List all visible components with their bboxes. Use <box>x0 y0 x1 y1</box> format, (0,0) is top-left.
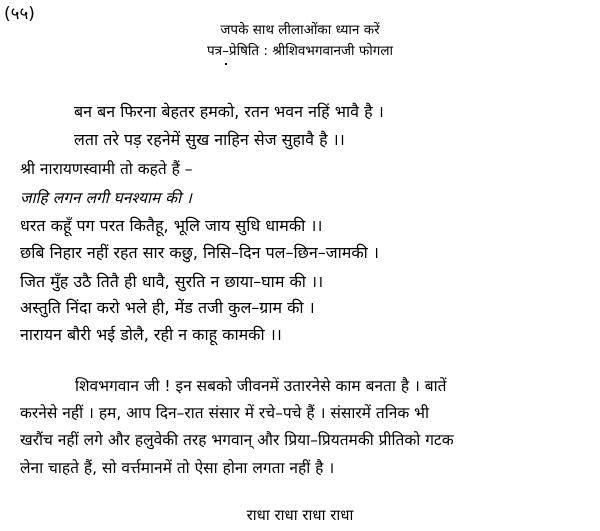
page-number: (५५) <box>4 4 35 24</box>
intro-line: श्री नारायणस्वामी तो कहते हैं – <box>20 160 193 178</box>
poem-line-1: धरत कहूँ पग परत कितैहू, भूलि जाय सुधि धामकी ।। <box>20 216 323 235</box>
poem-line-4: अस्तुति निंदा करो भले ही, मेंड तजी कुल–ग्राम की । <box>20 298 315 317</box>
poem-line-5: नारायन बौरी भई डोलै, रही न काहू कामकी ।। <box>20 325 282 344</box>
poem-line-3: जित मुँह उठै तितै ही धावै, सुरति न छाया–घाम की ।। <box>20 272 324 291</box>
header-title: जपके साथ लीलाओंका ध्यान करें <box>220 22 380 38</box>
italic-line: जाहि लगन लगी घनश्याम की । <box>20 189 192 207</box>
paragraph-line-2: करनेसे नहीं । हम, आप दिन–रात संसार में रचे–पचे हैं । संसारमें तनिक भी <box>20 404 430 422</box>
paragraph-line-3: खरौंच नहीं लगे और हलुवेकी तरह भगवान् और प्रिया–प्रियतमकी प्रीतिको गटक <box>20 431 454 449</box>
verse-line-1: बन बन फिरना बेहतर हमको, रतन भवन नहिं भावै है । <box>74 102 384 121</box>
closing-line: राधा राधा राधा राधा <box>246 506 354 524</box>
poem-line-2: छबि निहार नहीं रहत सार कछु, निसि–दिन पल–छिन–जामकी । <box>20 243 379 262</box>
paragraph-line-4: लेना चाहते हैं, सो वर्त्तमानमें तो ऐसा होना लगता नहीं है । <box>20 459 335 477</box>
paragraph-line-1: शिवभगवान जी ! इन सबको जीवनमें उतारनेसे काम बनता है । बातें <box>75 377 447 395</box>
header-dot <box>225 63 227 65</box>
header-subtitle: पत्र–प्रेषिति : श्रीशिवभगवानजी फोगला <box>207 43 393 59</box>
verse-line-2: लता तरे पड़ रहनेमें सुख नाहिन सेज सुहावै है ।। <box>74 130 345 149</box>
